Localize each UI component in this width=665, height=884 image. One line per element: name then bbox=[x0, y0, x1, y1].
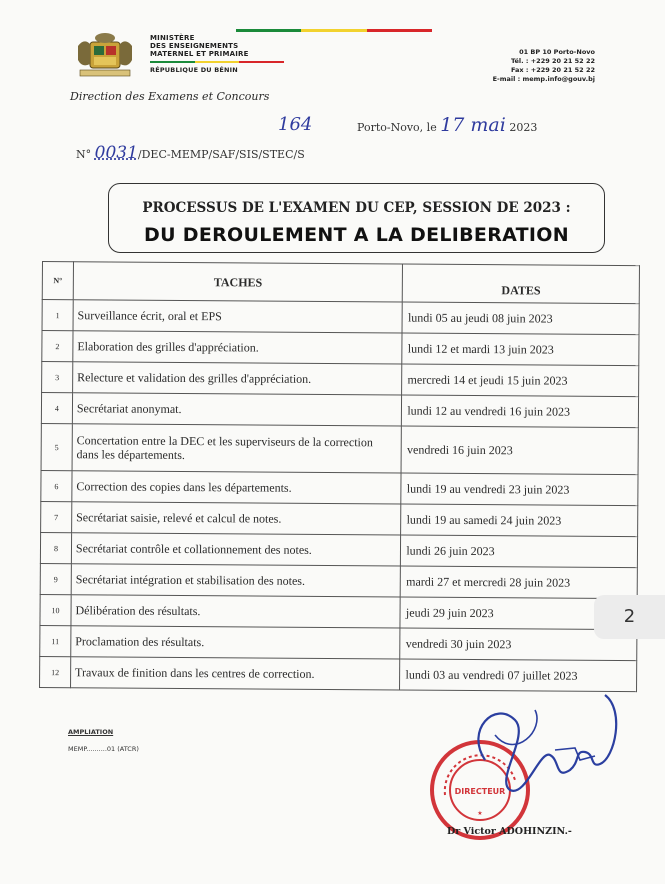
row-dates: vendredi 16 juin 2023 bbox=[401, 426, 638, 475]
row-num: 10 bbox=[40, 594, 71, 625]
row-num: 12 bbox=[40, 656, 71, 687]
reference-prefix: N° bbox=[76, 148, 92, 161]
place-date bbox=[357, 114, 537, 136]
title-line-2: DU DEROULEMENT A LA DELIBERATION bbox=[144, 224, 569, 246]
row-dates: lundi 05 au jeudi 08 juin 2023 bbox=[402, 302, 639, 335]
row-dates: vendredi 30 juin 2023 bbox=[400, 628, 637, 661]
row-dates: lundi 26 juin 2023 bbox=[401, 535, 638, 568]
row-dates: jeudi 29 juin 2023 bbox=[400, 597, 637, 630]
row-num: 7 bbox=[41, 501, 72, 532]
handwritten-ref: 164 bbox=[278, 114, 313, 135]
table-row bbox=[42, 331, 639, 366]
contact-fax: Fax : +229 20 21 52 22 bbox=[510, 66, 595, 74]
row-task: Correction des copies dans les départements. bbox=[72, 471, 402, 504]
row-dates: mardi 27 et mercredi 28 juin 2023 bbox=[401, 566, 638, 599]
row-task: Concertation entre la DEC et les superviseurs de la correction dans les départements. bbox=[72, 424, 402, 473]
row-dates: lundi 12 au vendredi 16 juin 2023 bbox=[402, 395, 639, 428]
table-row bbox=[41, 470, 638, 505]
row-task: Délibération des résultats. bbox=[71, 595, 401, 628]
ampliation-block bbox=[68, 728, 139, 753]
place-label: Porto-Novo, le bbox=[357, 121, 437, 134]
direction-label: Direction des Examens et Concours bbox=[70, 90, 270, 103]
row-dates: lundi 19 au samedi 24 juin 2023 bbox=[401, 504, 638, 537]
ministry-block bbox=[150, 34, 284, 74]
ministry-line-3: MATERNEL ET PRIMAIRE bbox=[150, 50, 249, 58]
table-row bbox=[40, 532, 637, 567]
ministry-line-1: MINISTÈRE bbox=[150, 34, 195, 42]
table-row bbox=[40, 563, 637, 598]
row-num: 8 bbox=[40, 532, 71, 563]
table-header-row bbox=[42, 262, 639, 304]
table-row bbox=[40, 625, 637, 660]
table-row bbox=[40, 656, 637, 691]
row-dates: lundi 03 au vendredi 07 juillet 2023 bbox=[400, 659, 637, 692]
title-line-1: PROCESSUS DE L'EXAMEN DU CEP, SESSION DE 2023 : bbox=[142, 200, 571, 216]
row-num: 3 bbox=[42, 362, 73, 393]
page-number-badge: 2 bbox=[594, 595, 665, 639]
schedule-table bbox=[39, 261, 640, 692]
row-num: 6 bbox=[41, 470, 72, 501]
coat-of-arms-icon bbox=[72, 30, 138, 82]
flag-stripe bbox=[236, 29, 432, 32]
header-tasks: TACHES bbox=[73, 262, 403, 302]
svg-text:★: ★ bbox=[477, 810, 483, 817]
handwritten-date: 17 mai bbox=[440, 114, 506, 136]
header-dates: DATES bbox=[403, 264, 640, 304]
year-label: 2023 bbox=[509, 121, 538, 134]
row-task: Secrétariat contrôle et collationnement des notes. bbox=[71, 533, 401, 566]
row-task: Travaux de finition dans les centres de correction. bbox=[70, 657, 400, 690]
ampliation-heading: AMPLIATION bbox=[68, 728, 114, 736]
ministry-line-2: DES ENSEIGNEMENTS bbox=[150, 42, 239, 50]
reference-line bbox=[76, 143, 305, 163]
row-dates: lundi 19 au vendredi 23 juin 2023 bbox=[401, 473, 638, 506]
table-row bbox=[41, 501, 638, 536]
title-box bbox=[108, 183, 605, 253]
row-task: Relecture et validation des grilles d'appréciation. bbox=[73, 362, 403, 395]
row-task: Secrétariat anonymat. bbox=[72, 393, 402, 426]
flag-underline bbox=[150, 61, 284, 63]
header-num: N° bbox=[42, 262, 73, 300]
row-task: Elaboration des grilles d'appréciation. bbox=[73, 331, 403, 364]
row-num: 9 bbox=[40, 563, 71, 594]
row-num: 2 bbox=[42, 331, 73, 362]
contact-phone: Tél. : +229 20 21 52 22 bbox=[510, 57, 595, 65]
row-task: Proclamation des résultats. bbox=[71, 626, 401, 659]
row-num: 1 bbox=[42, 300, 73, 331]
contact-email: E-mail : memp.info@gouv.bj bbox=[492, 75, 595, 83]
row-num: 11 bbox=[40, 625, 71, 656]
contact-block bbox=[493, 48, 595, 84]
reference-number: 0031 bbox=[94, 143, 138, 163]
table-row bbox=[41, 393, 638, 428]
row-dates: mercredi 14 et jeudi 15 juin 2023 bbox=[402, 364, 639, 397]
table-row bbox=[42, 300, 639, 335]
row-task: Secrétariat intégration et stabilisation des notes. bbox=[71, 564, 401, 597]
signature-icon bbox=[455, 690, 630, 810]
signer-name: Dr Victor ADOHINZIN.- bbox=[447, 826, 572, 837]
row-num: 4 bbox=[41, 393, 72, 424]
ampliation-line: MEMP..........01 (ATCR) bbox=[68, 745, 139, 753]
table-row bbox=[42, 362, 639, 397]
table-row bbox=[41, 423, 638, 474]
republic-label: RÉPUBLIQUE DU BÉNIN bbox=[150, 66, 238, 74]
svg-text:DIRECTEUR: DIRECTEUR bbox=[454, 787, 506, 796]
row-dates: lundi 12 et mardi 13 juin 2023 bbox=[402, 333, 639, 366]
row-task: Secrétariat saisie, relevé et calcul de notes. bbox=[72, 502, 402, 535]
table-row bbox=[40, 594, 637, 629]
row-task: Surveillance écrit, oral et EPS bbox=[73, 300, 403, 333]
contact-address: 01 BP 10 Porto-Novo bbox=[519, 48, 595, 56]
reference-suffix: /DEC-MEMP/SAF/SIS/STEC/S bbox=[137, 148, 305, 161]
row-num: 5 bbox=[41, 423, 72, 470]
